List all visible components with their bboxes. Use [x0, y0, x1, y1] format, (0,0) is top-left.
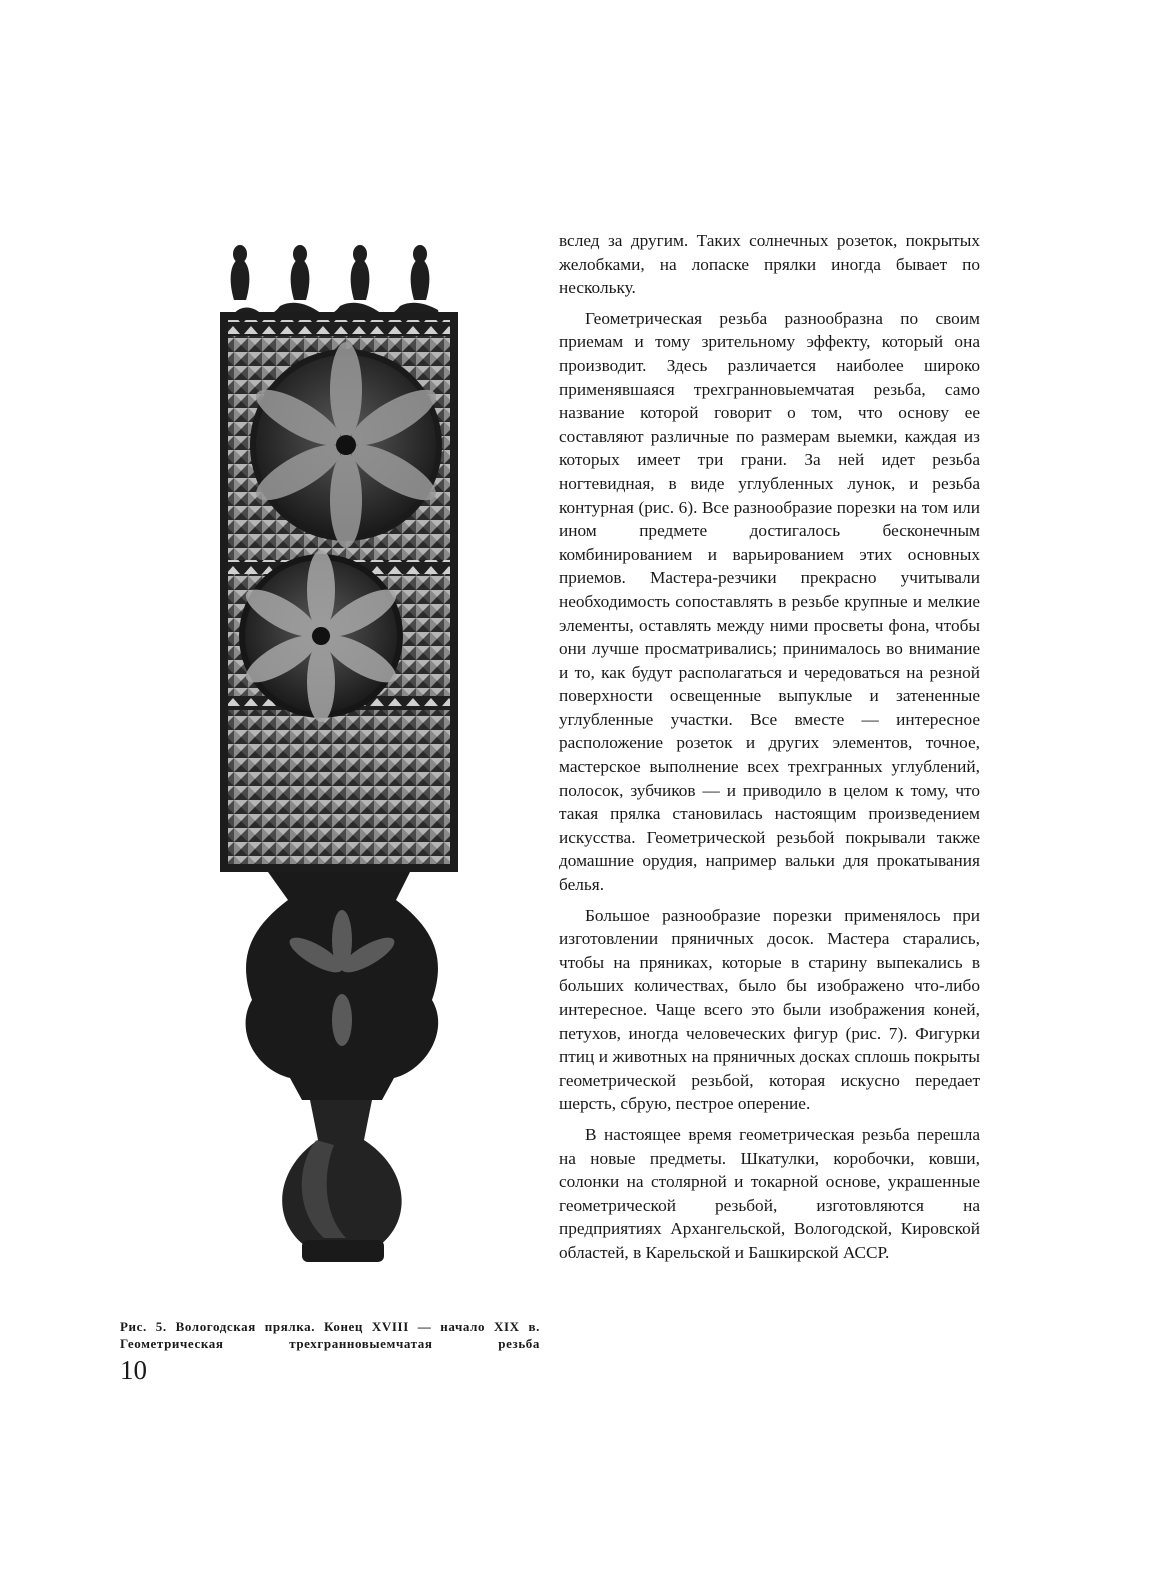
paragraph: Геометрическая резьба разнообразна по своим приемам и тому зрительному эффекту, который она производит. Здесь различается наиболее широко применявшаяся трехгранновыемчатая резьба, само название которой говорит о том, что основу ее составляют различные по размерам выемки, каждая из которых имеет три грани. За ней идет резьба ногтевидная, в виде углубленных лунок, и резьба контурная (рис. 6). Все разнообразие порезки на том или ином предмете достигалось бесконечным комбинированием и варьированием этих основных приемов. Мастера-резчики прекрасно учитывали необходимость сопоставлять в резьбе крупные и мелкие элементы, оставлять между ними просветы фона, чтобы они лучше просматривались; принималось во внимание и то, как будут располагаться и чередоваться на резной поверхности освещенные выпуклые и затененные углубленные участки. Все вместе — интересное расположение розеток и других элементов, точное, мастерское выполнение всех трехгранных углублений, полосок, зубчиков — и приводило в целом к тому, что такая прялка становилась настоящим произведением искусства. Геометрической резьбой покрывали также домашние орудия, например вальки для прокатывания белья.	[559, 308, 980, 895]
figure-caption: Рис. 5. Вологодская прялка. Конец XVIII — начало XIX в. Геометрическая трехгранновыемчатая резьба	[120, 1319, 540, 1351]
spinning-wheel-photo	[206, 240, 488, 1265]
page-number: 10	[120, 1355, 147, 1385]
paragraph: В настоящее время геометрическая резьба перешла на новые предметы. Шкатулки, коробочки, ковши, солонки на столярной и токарной основе, украшенные геометрической резьбой, изготовляются на предприятиях Архангельской, Вологодской, Кировской областей, в Карельской и Башкирской АССР.	[559, 1124, 980, 1262]
paragraph: вслед за другим. Таких солнечных розеток, покрытых желобками, на лопаске прялки иногда бывает по нескольку.	[559, 231, 980, 298]
paragraph: Большое разнообразие порезки применялось при изготовлении пряничных досок. Мастера старались, чтобы на пряниках, которые в старину выпекались в больших количествах, было бы изображено что-либо интересное. Чаще всего это были изображения коней, петухов, иногда человеческих фигур (рис. 7). Фигурки птиц и животных на пряничных досках сплошь покрыты геометрической резьбой, которая искусно передает шерсть, сбрую, пестрое оперение.	[559, 905, 980, 1114]
body-text-column	[559, 229, 980, 1265]
